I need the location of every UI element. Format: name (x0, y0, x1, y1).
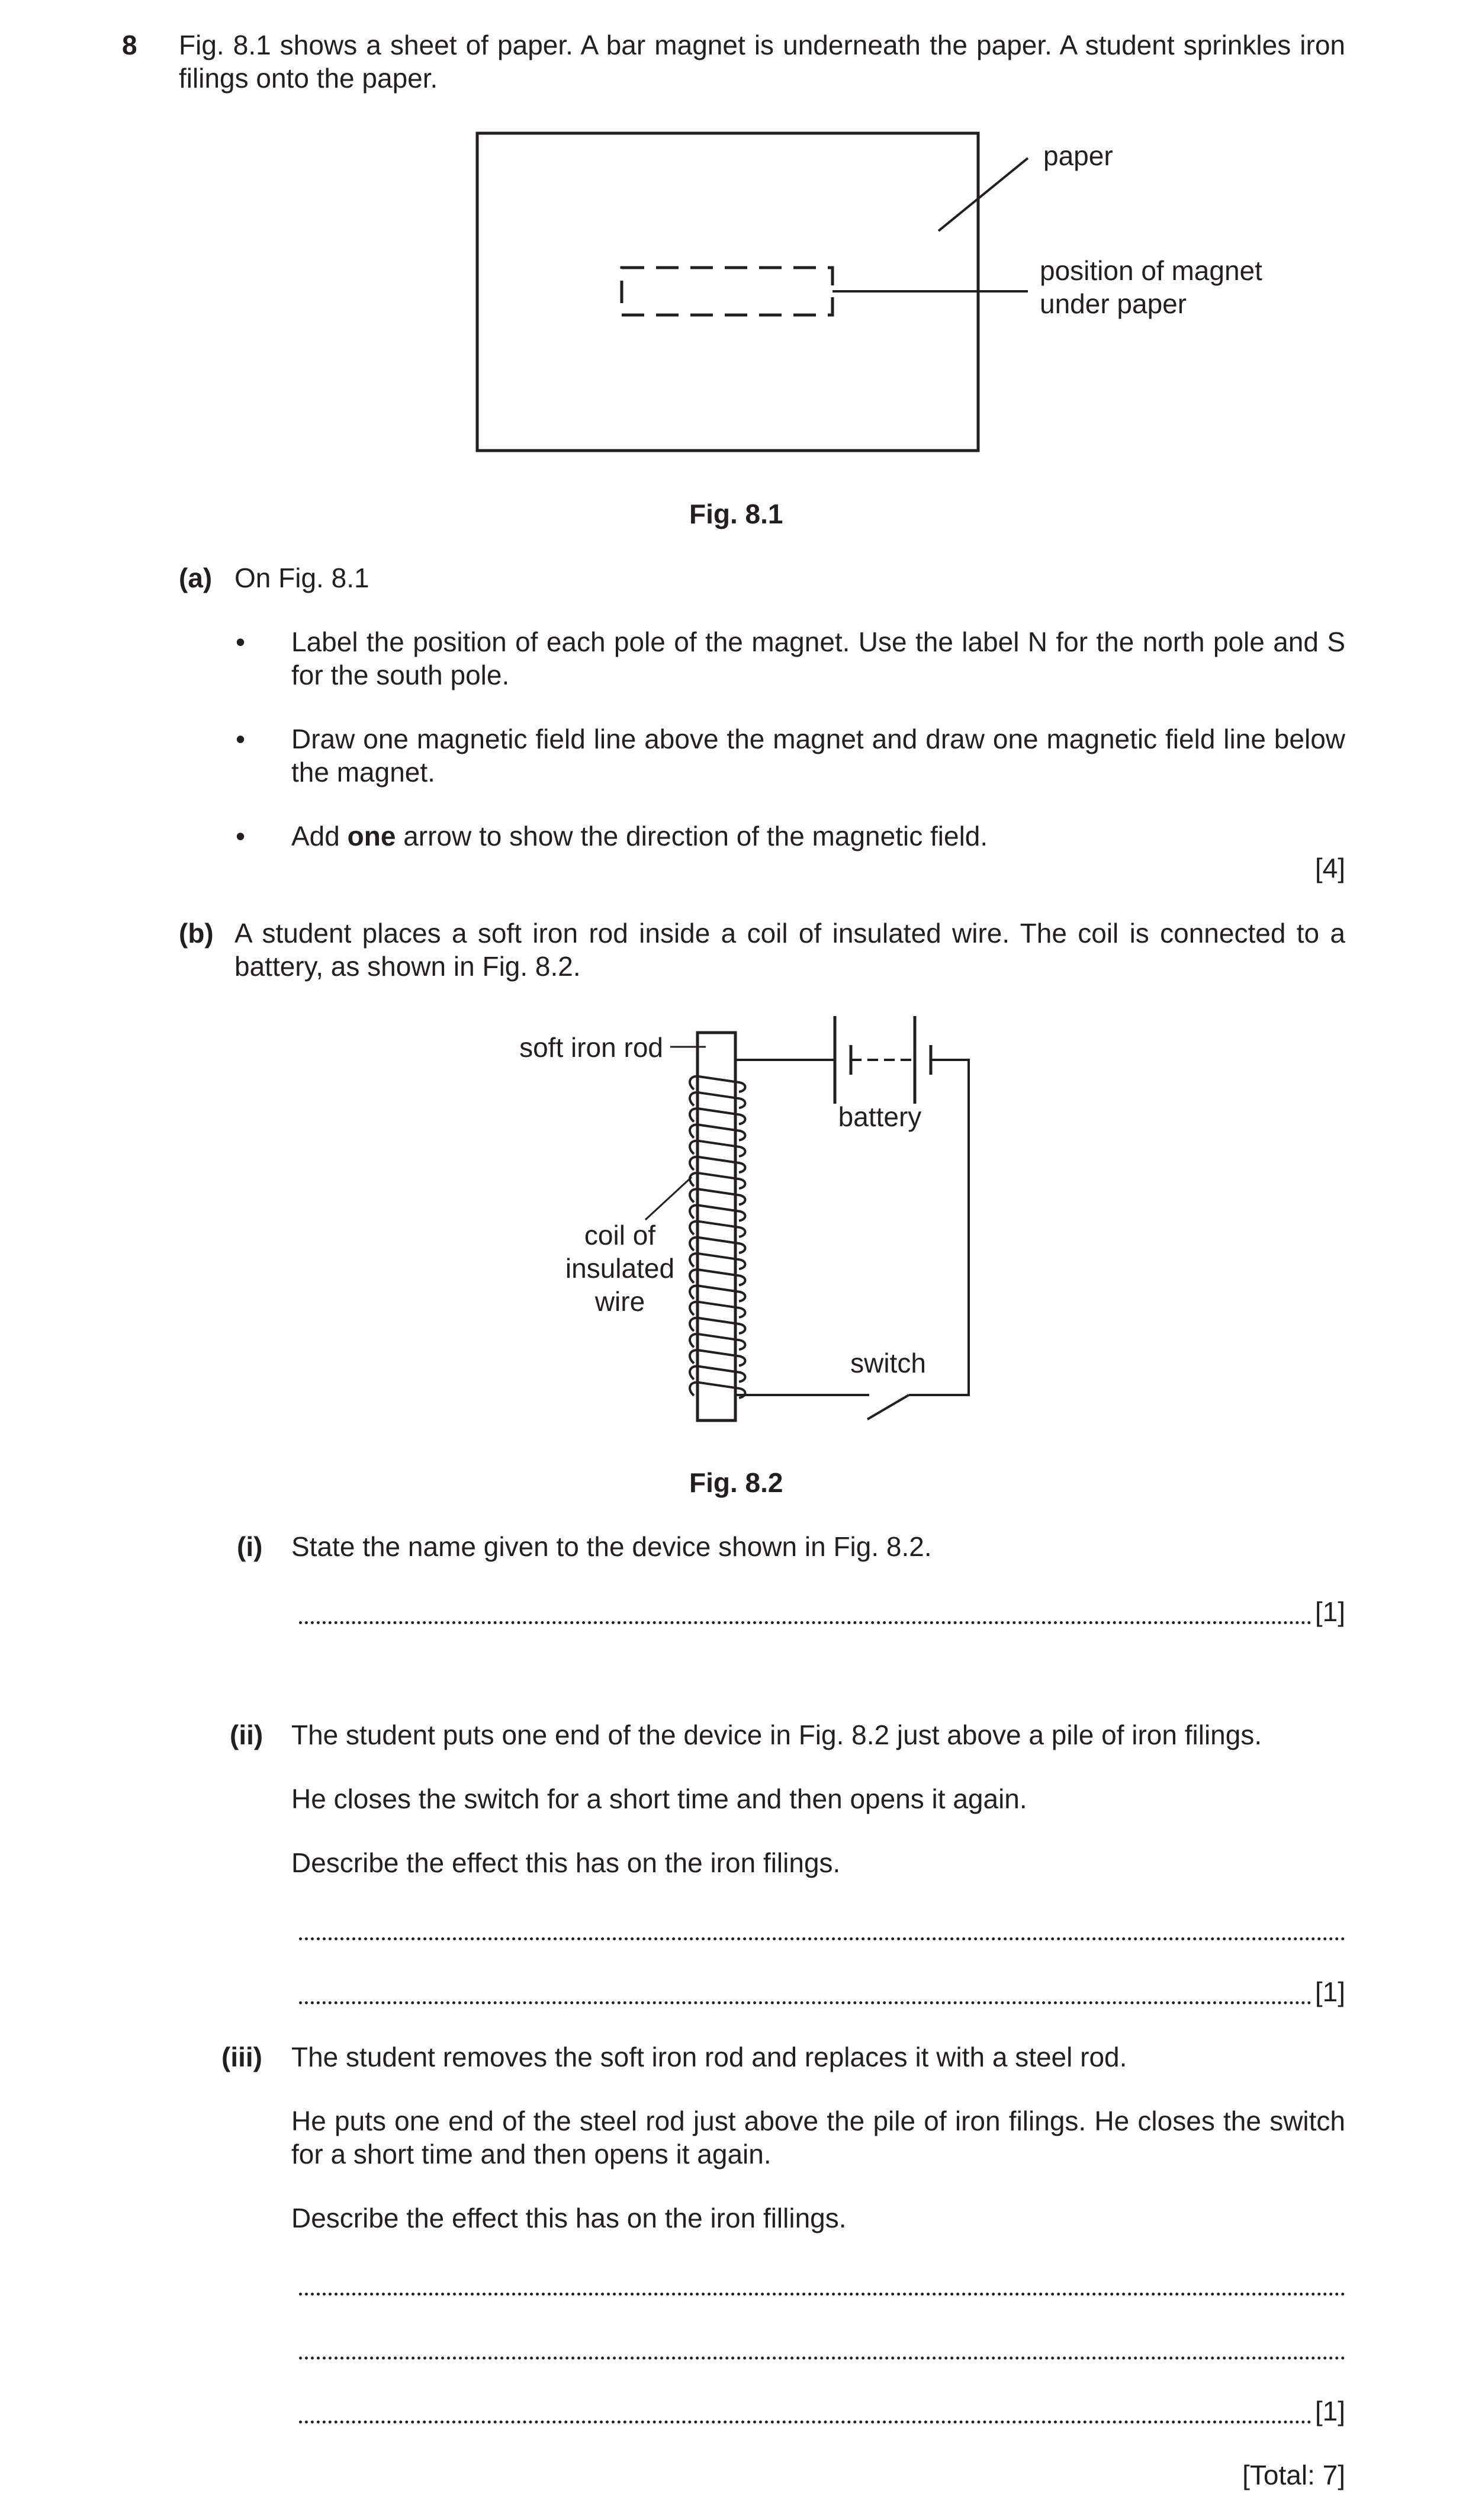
switch-lever (867, 1395, 909, 1419)
bullet-1-line2: for the south pole. (291, 660, 510, 690)
bullet-dot-3: • (236, 821, 246, 851)
label-coil-line3: wire (594, 1286, 645, 1317)
bullet-dot-1: • (236, 626, 246, 657)
part-a-marks: [4] (1314, 853, 1345, 883)
part-b-line2: battery, as shown in Fig. 8.2. (234, 951, 581, 982)
label-magnet-line2: under paper (1040, 288, 1187, 319)
question-intro-line2: filings onto the paper. (179, 63, 438, 94)
figure-8-2 (0, 1007, 1469, 1451)
label-magnet-line1: position of magnet (1040, 255, 1262, 286)
part-b-label: (b) (179, 918, 214, 949)
label-coil-line1: coil of (584, 1220, 656, 1251)
paper-leader-line (938, 158, 1028, 231)
coil-leader-line (645, 1177, 692, 1220)
part-ii-text3: Describe the effect this has on the iron filings. (291, 1847, 841, 1878)
total-marks: [Total: 7] (1242, 2460, 1345, 2490)
label-switch: switch (850, 1348, 926, 1378)
question-intro-line1: Fig. 8.1 shows a sheet of paper. A bar magnet is underneath the paper. A student sprinkles iron (179, 30, 1345, 60)
part-iii-text2-line2: for a short time and then opens it again. (291, 2139, 772, 2169)
label-battery: battery (838, 1101, 922, 1132)
part-ii-text2: He closes the switch for a short time and then opens it again. (291, 1783, 1027, 1814)
part-ii-label: (ii) (230, 1719, 263, 1750)
part-iii-text1: The student removes the soft iron rod and replaces it with a steel rod. (291, 2042, 1127, 2072)
fig1-caption: Fig. 8.1 (689, 499, 783, 529)
bullet-dot-2: • (236, 724, 246, 754)
part-iii-label: (iii) (221, 2042, 262, 2072)
label-coil-line2: insulated (565, 1253, 675, 1284)
answer-line-ii-2[interactable] (299, 2001, 1312, 2004)
part-b-line1: A student places a soft iron rod inside a coil of insulated wire. The coil is connected to a (234, 918, 1345, 949)
part-i-label: (i) (237, 1531, 263, 1562)
question-number: 8 (122, 30, 137, 60)
answer-line-iii-1[interactable] (299, 2293, 1345, 2296)
part-a-text: On Fig. 8.1 (234, 562, 369, 593)
part-iii-text3: Describe the effect this has on the iron fillings. (291, 2203, 847, 2233)
bullet-3-text: Add one arrow to show the direction of the magnetic field. (291, 821, 988, 851)
part-ii-text1: The student puts one end of the device in Fig. 8.2 just above a pile of iron filings. (291, 1719, 1262, 1750)
answer-line-iii-2[interactable] (299, 2357, 1345, 2360)
part-ii-marks: [1] (1314, 1976, 1345, 2007)
label-soft-iron-rod: soft iron rod (519, 1032, 663, 1063)
figure-8-1 (0, 0, 1469, 533)
bullet-2-line1: Draw one magnetic field line above the magnet and draw one magnetic field line below (291, 724, 1345, 754)
magnet-outline-dashed (622, 268, 832, 315)
bullet-1-line1: Label the position of each pole of the magnet. Use the label N for the north pole and S (291, 626, 1345, 657)
part-iii-marks: [1] (1314, 2396, 1345, 2426)
part-i-text: State the name given to the device shown in Fig. 8.2. (291, 1531, 932, 1562)
fig2-caption: Fig. 8.2 (689, 1467, 783, 1498)
part-i-marks: [1] (1314, 1596, 1345, 1627)
part-iii-text2-line1: He puts one end of the steel rod just above the pile of iron filings. He closes the switch (291, 2106, 1345, 2136)
part-a-label: (a) (179, 562, 213, 593)
bullet-2-line2: the magnet. (291, 757, 435, 787)
answer-line-i[interactable] (299, 1621, 1312, 1624)
label-paper: paper (1043, 140, 1113, 171)
answer-line-iii-3[interactable] (299, 2421, 1312, 2423)
answer-line-ii-1[interactable] (299, 1937, 1345, 1940)
